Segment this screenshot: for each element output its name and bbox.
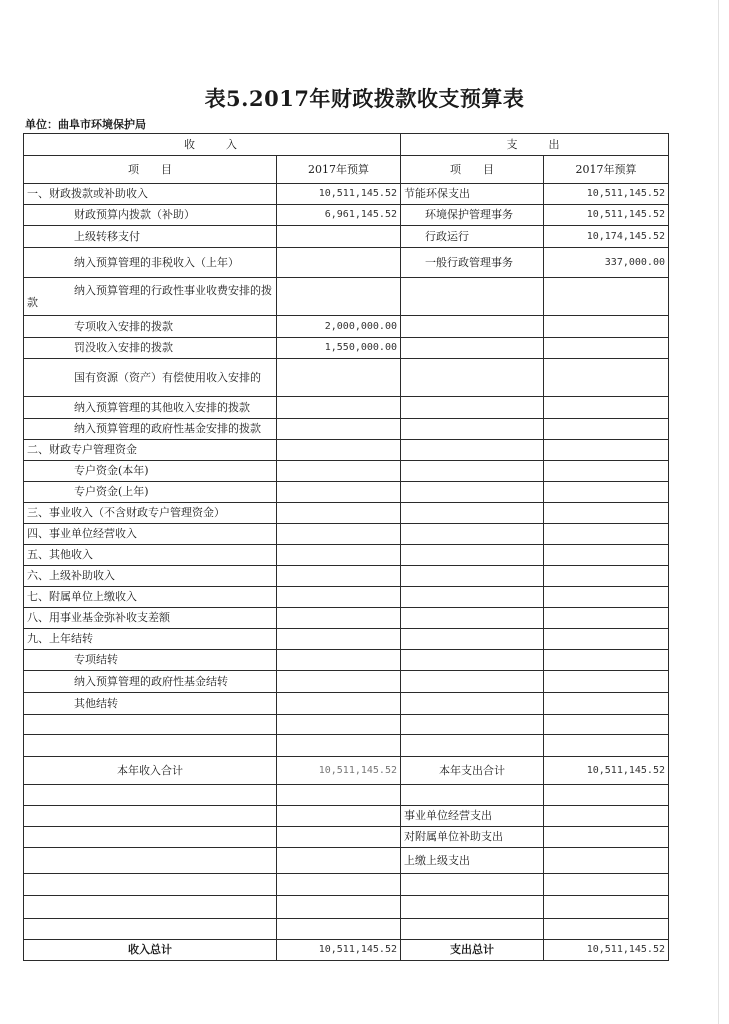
income-item bbox=[24, 919, 277, 940]
table-row bbox=[24, 248, 669, 278]
expense-total-value: 10,511,145.52 bbox=[544, 940, 669, 961]
income-item bbox=[24, 896, 277, 919]
table-row bbox=[24, 715, 669, 735]
expense-item bbox=[401, 629, 544, 650]
income-item bbox=[24, 806, 277, 827]
income-value bbox=[277, 440, 401, 461]
expense-value bbox=[544, 693, 669, 715]
expense-item bbox=[401, 896, 544, 919]
expense-budget-header: 2017年预算 bbox=[544, 156, 669, 184]
table-row bbox=[24, 440, 669, 461]
expense-item bbox=[401, 919, 544, 940]
expense-item: 事业单位经营支出 bbox=[401, 806, 544, 827]
income-total-value: 10,511,145.52 bbox=[277, 940, 401, 961]
income-value bbox=[277, 226, 401, 248]
income-value bbox=[277, 419, 401, 440]
table-row bbox=[24, 693, 669, 715]
expense-value bbox=[544, 874, 669, 896]
expense-item bbox=[401, 440, 544, 461]
income-item: 专项结转 bbox=[24, 650, 277, 671]
income-item-header: 项 目 bbox=[24, 156, 277, 184]
table-row bbox=[24, 919, 669, 940]
income-item: 纳入预算管理的其他收入安排的拨款 bbox=[24, 397, 277, 419]
expense-value bbox=[544, 785, 669, 806]
table-row bbox=[24, 827, 669, 848]
income-value bbox=[277, 874, 401, 896]
expense-value bbox=[544, 848, 669, 874]
expense-value bbox=[544, 524, 669, 545]
table-row bbox=[24, 503, 669, 524]
expense-value: 10,511,145.52 bbox=[544, 184, 669, 205]
income-item: 纳入预算管理的政府性基金结转 bbox=[24, 671, 277, 693]
expense-item bbox=[401, 524, 544, 545]
expense-item bbox=[401, 278, 544, 316]
income-item: 其他结转 bbox=[24, 693, 277, 715]
expense-value bbox=[544, 566, 669, 587]
expense-value bbox=[544, 397, 669, 419]
income-value bbox=[277, 278, 401, 316]
expense-value bbox=[544, 278, 669, 316]
subtotal-row bbox=[24, 757, 669, 785]
expense-subtotal-value: 10,511,145.52 bbox=[544, 757, 669, 785]
expense-value bbox=[544, 608, 669, 629]
expense-item bbox=[401, 650, 544, 671]
table-row bbox=[24, 482, 669, 503]
expense-item: 对附属单位补助支出 bbox=[401, 827, 544, 848]
income-value bbox=[277, 587, 401, 608]
expense-item bbox=[401, 316, 544, 338]
expense-item bbox=[401, 545, 544, 566]
expense-subtotal-label: 本年支出合计 bbox=[401, 757, 544, 785]
income-value: 1,550,000.00 bbox=[277, 338, 401, 359]
table-row bbox=[24, 874, 669, 896]
income-value bbox=[277, 693, 401, 715]
income-value: 2,000,000.00 bbox=[277, 316, 401, 338]
expense-item: 节能环保支出 bbox=[401, 184, 544, 205]
table-row bbox=[24, 226, 669, 248]
income-item bbox=[24, 785, 277, 806]
income-value bbox=[277, 650, 401, 671]
table-row bbox=[24, 848, 669, 874]
expense-value bbox=[544, 587, 669, 608]
table-row bbox=[24, 419, 669, 440]
expense-item bbox=[401, 608, 544, 629]
income-budget-header: 2017年预算 bbox=[277, 156, 401, 184]
expense-item bbox=[401, 503, 544, 524]
expense-value: 337,000.00 bbox=[544, 248, 669, 278]
expense-item bbox=[401, 693, 544, 715]
table-row bbox=[24, 671, 669, 693]
income-value: 10,511,145.52 bbox=[277, 184, 401, 205]
expense-item bbox=[401, 785, 544, 806]
table-row bbox=[24, 278, 669, 316]
income-value bbox=[277, 806, 401, 827]
table-row bbox=[24, 608, 669, 629]
income-value bbox=[277, 629, 401, 650]
expense-value: 10,174,145.52 bbox=[544, 226, 669, 248]
income-item: 国有资源（资产）有偿使用收入安排的 bbox=[24, 359, 277, 397]
expense-value bbox=[544, 827, 669, 848]
expense-item bbox=[401, 338, 544, 359]
income-item: 九、上年结转 bbox=[24, 629, 277, 650]
expense-section-header: 支 出 bbox=[401, 134, 669, 156]
income-item: 专项收入安排的拨款 bbox=[24, 316, 277, 338]
table-row bbox=[24, 566, 669, 587]
table-row bbox=[24, 629, 669, 650]
income-value bbox=[277, 461, 401, 482]
income-item bbox=[24, 827, 277, 848]
expense-item bbox=[401, 715, 544, 735]
income-value bbox=[277, 608, 401, 629]
income-value bbox=[277, 359, 401, 397]
expense-value bbox=[544, 715, 669, 735]
income-item: 五、其他收入 bbox=[24, 545, 277, 566]
expense-total-label: 支出总计 bbox=[401, 940, 544, 961]
income-item bbox=[24, 715, 277, 735]
expense-value bbox=[544, 338, 669, 359]
table-row bbox=[24, 205, 669, 226]
income-item: 二、财政专户管理资金 bbox=[24, 440, 277, 461]
income-item bbox=[24, 874, 277, 896]
expense-item: 上缴上级支出 bbox=[401, 848, 544, 874]
expense-item bbox=[401, 461, 544, 482]
income-value bbox=[277, 566, 401, 587]
expense-value bbox=[544, 440, 669, 461]
income-item: 专户资金(本年) bbox=[24, 461, 277, 482]
table-row bbox=[24, 184, 669, 205]
income-value bbox=[277, 503, 401, 524]
expense-value bbox=[544, 650, 669, 671]
income-value bbox=[277, 919, 401, 940]
table-row bbox=[24, 316, 669, 338]
expense-item bbox=[401, 359, 544, 397]
income-value bbox=[277, 785, 401, 806]
income-subtotal-value: 10,511,145.52 bbox=[277, 757, 401, 785]
expense-value bbox=[544, 671, 669, 693]
income-value: 6,961,145.52 bbox=[277, 205, 401, 226]
income-value bbox=[277, 545, 401, 566]
column-header-row bbox=[24, 156, 669, 184]
income-item: 专户资金(上年) bbox=[24, 482, 277, 503]
expense-item: 环境保护管理事务 bbox=[401, 205, 544, 226]
page-title: 表5.2017年财政拨款收支预算表 bbox=[204, 86, 525, 111]
table-row bbox=[24, 397, 669, 419]
expense-value bbox=[544, 545, 669, 566]
table-row bbox=[24, 785, 669, 806]
income-value bbox=[277, 671, 401, 693]
expense-value bbox=[544, 919, 669, 940]
expense-item bbox=[401, 735, 544, 757]
income-value bbox=[277, 896, 401, 919]
income-total-label: 收入总计 bbox=[24, 940, 277, 961]
income-item: 一、财政拨款或补助收入 bbox=[24, 184, 277, 205]
budget-table bbox=[23, 133, 669, 961]
income-item: 六、上级补助收入 bbox=[24, 566, 277, 587]
expense-value bbox=[544, 359, 669, 397]
income-value bbox=[277, 248, 401, 278]
section-header-row bbox=[24, 134, 669, 156]
income-item bbox=[24, 848, 277, 874]
income-item: 八、用事业基金弥补收支差额 bbox=[24, 608, 277, 629]
expense-item bbox=[401, 587, 544, 608]
income-item: 纳入预算管理的行政性事业收费安排的拨款 bbox=[24, 278, 277, 316]
expense-item: 一般行政管理事务 bbox=[401, 248, 544, 278]
unit-label: 单位：曲阜市环境保护局 bbox=[25, 118, 146, 131]
income-value bbox=[277, 524, 401, 545]
table-row bbox=[24, 806, 669, 827]
expense-item bbox=[401, 397, 544, 419]
expense-value bbox=[544, 735, 669, 757]
table-row bbox=[24, 359, 669, 397]
table-row bbox=[24, 338, 669, 359]
income-item: 三、事业收入（不含财政专户管理资金） bbox=[24, 503, 277, 524]
income-item: 财政预算内拨款（补助） bbox=[24, 205, 277, 226]
expense-value bbox=[544, 419, 669, 440]
expense-item bbox=[401, 671, 544, 693]
expense-item bbox=[401, 482, 544, 503]
table-row bbox=[24, 896, 669, 919]
income-item bbox=[24, 735, 277, 757]
income-section-header: 收 入 bbox=[24, 134, 401, 156]
income-value bbox=[277, 715, 401, 735]
expense-value bbox=[544, 896, 669, 919]
income-value bbox=[277, 482, 401, 503]
income-item: 上级转移支付 bbox=[24, 226, 277, 248]
expense-value bbox=[544, 461, 669, 482]
income-value bbox=[277, 735, 401, 757]
expense-item bbox=[401, 566, 544, 587]
income-item: 纳入预算管理的非税收入（上年） bbox=[24, 248, 277, 278]
income-item: 纳入预算管理的政府性基金安排的拨款 bbox=[24, 419, 277, 440]
table-row bbox=[24, 461, 669, 482]
expense-item-header: 项 目 bbox=[401, 156, 544, 184]
expense-value bbox=[544, 503, 669, 524]
table-row bbox=[24, 650, 669, 671]
expense-item: 行政运行 bbox=[401, 226, 544, 248]
grand-total-row bbox=[24, 940, 669, 961]
table-row bbox=[24, 545, 669, 566]
income-item: 七、附属单位上缴收入 bbox=[24, 587, 277, 608]
scan-edge-line bbox=[718, 0, 719, 1024]
expense-value bbox=[544, 806, 669, 827]
expense-value bbox=[544, 316, 669, 338]
expense-value bbox=[544, 482, 669, 503]
income-value bbox=[277, 848, 401, 874]
income-subtotal-label: 本年收入合计 bbox=[24, 757, 277, 785]
income-value bbox=[277, 397, 401, 419]
income-item: 四、事业单位经营收入 bbox=[24, 524, 277, 545]
income-value bbox=[277, 827, 401, 848]
expense-value: 10,511,145.52 bbox=[544, 205, 669, 226]
income-item: 罚没收入安排的拨款 bbox=[24, 338, 277, 359]
table-row bbox=[24, 524, 669, 545]
table-row bbox=[24, 735, 669, 757]
expense-item bbox=[401, 874, 544, 896]
expense-value bbox=[544, 629, 669, 650]
table-row bbox=[24, 587, 669, 608]
expense-item bbox=[401, 419, 544, 440]
